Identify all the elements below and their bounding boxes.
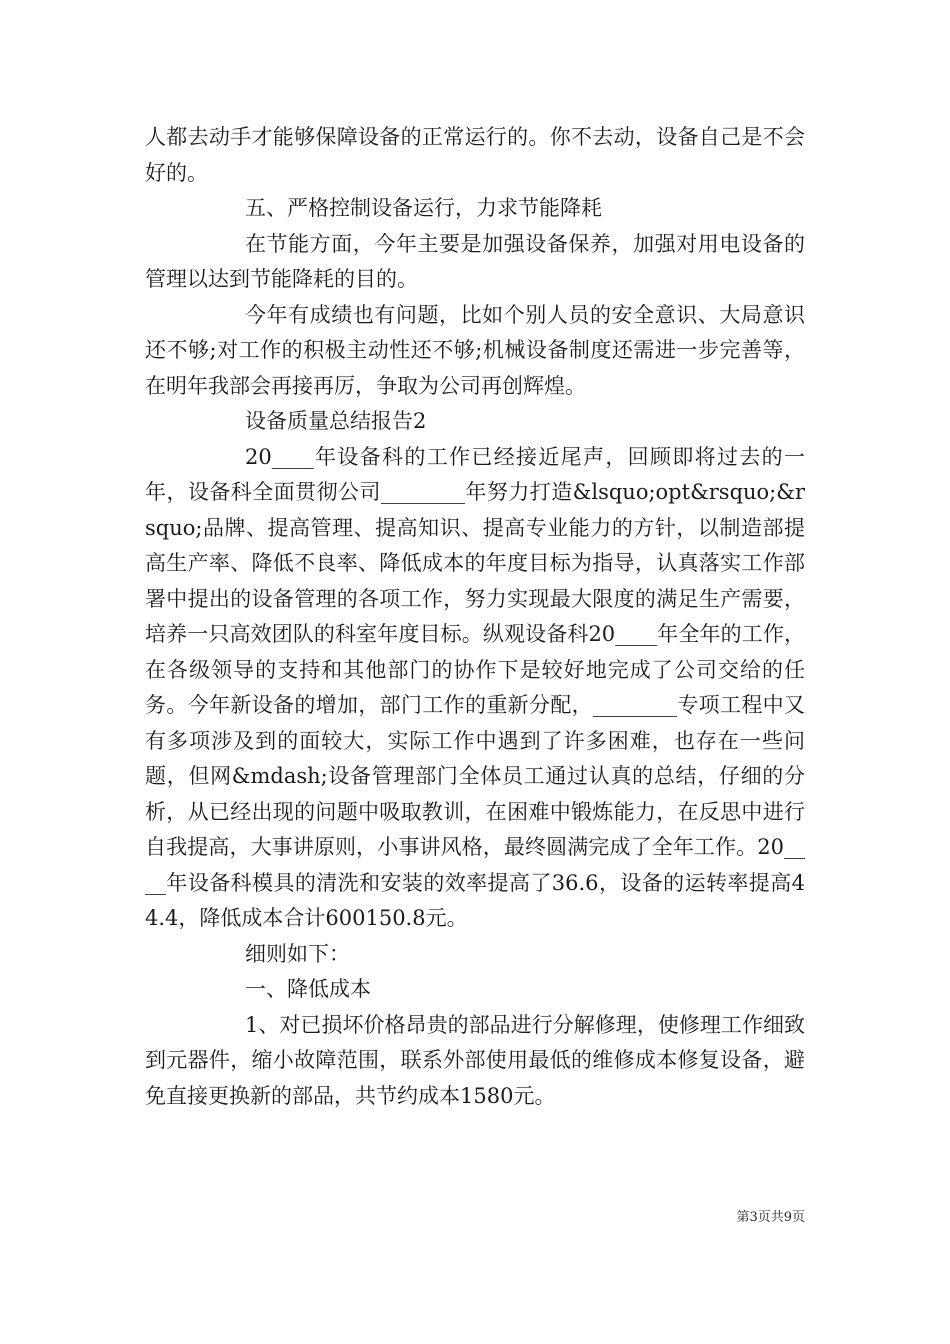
section-heading-cost-reduction: 一、降低成本 <box>245 977 371 1001</box>
paragraph-continuation: 人都去动手才能够保障设备的正常运行的。你不去动，设备自己是不会好的。 <box>145 125 805 185</box>
section-heading-energy-saving: 五、严格控制设备运行，力求节能降耗 <box>245 196 602 220</box>
details-intro: 细则如下： <box>245 941 350 966</box>
page-number: 第3页共9页 <box>736 1210 805 1225</box>
paragraph-summary: 今年有成绩也有问题，比如个别人员的安全意识、大局意识还不够;对工作的积极主动性还不够;机械设备制度还需进一步完善等，在明年我部会再接再厉，争取为公司再创辉煌。 <box>145 302 805 398</box>
paragraph-annual-review: 20____年设备科的工作已经接近尾声，回顾即将过去的一年，设备科全面贯彻公司________年努力打造&lsquo;opt&rsquo;&rsquo;品牌、提高管理、提高知识、提高专业能力的方针，以制造部提高生产率、降低不良率、降低成本的年度目标为指导，认真落实工作部署中提出的设备管理的各项工作，努力实现最大限度的满足生产需要，培养一只高效团队的科室年度目标。纵观设备科20____年全年的工作，在各级领导的支持和其他部门的协作下是较好地完成了公司交给的任务。今年新设备的增加，部门工作的重新分配，________专项工程中又有多项涉及到的面较大，实际工作中遇到了许多困难，也存在一些问题，但网&mdash;设备管理部门全体员工通过认真的总结，仔细的分析，从已经出现的问题中吸取教训，在困难中锻炼能力，在反思中进行自我提高，大事讲原则，小事讲风格，最终圆满完成了全年工作。20____年设备科模具的清洗和安装的效率提高了36.6，设备的运转率提高44.4，降低成本合计600150.8元。 <box>145 444 805 930</box>
paragraph-energy-saving: 在节能方面，今年主要是加强设备保养，加强对用电设备的管理以达到节能降耗的目的。 <box>145 231 805 291</box>
report-title: 设备质量总结报告2 <box>245 409 427 433</box>
document-body <box>145 120 805 1114</box>
paragraph-cost-item-1: 1、对已损坏价格昂贵的部品进行分解修理，使修理工作细致到元器件，缩小故障范围，联系外部使用最低的维修成本修复设备，避免直接更换新的部品，共节约成本1580元。 <box>145 1012 805 1108</box>
